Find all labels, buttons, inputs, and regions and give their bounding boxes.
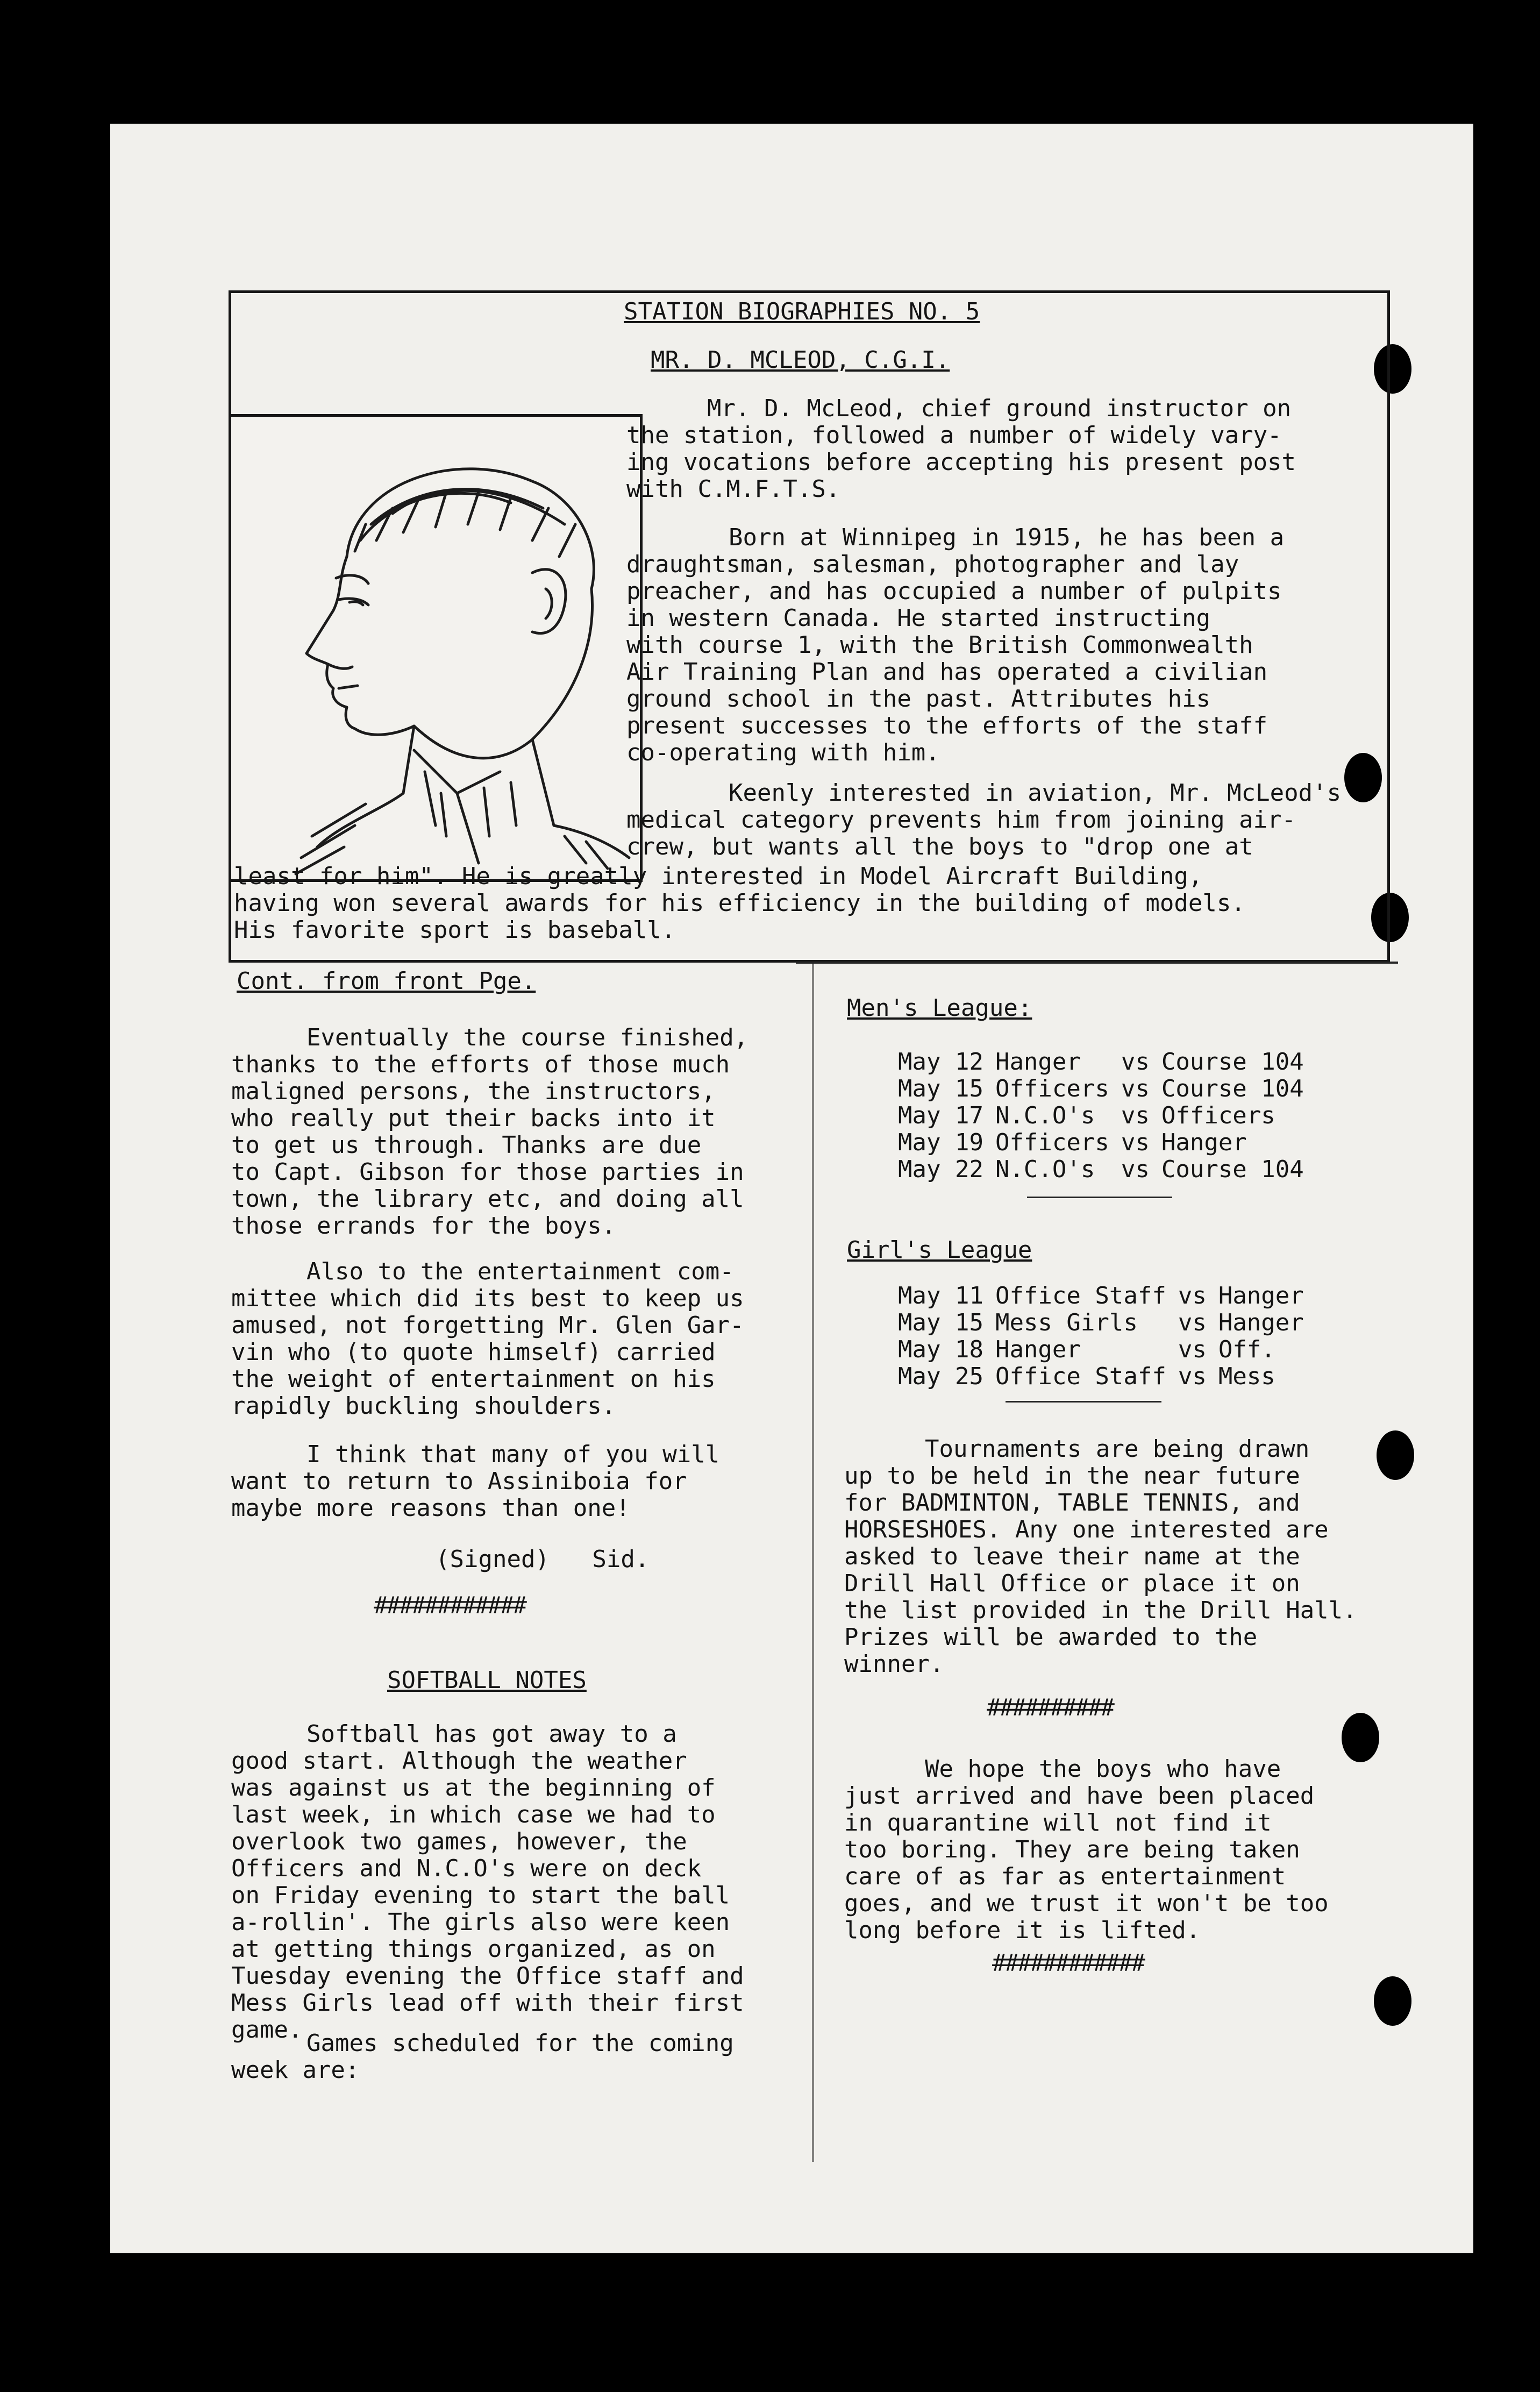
table-row: May 15 Officers vs Course 104 (898, 1075, 1304, 1102)
portrait-frame (229, 414, 643, 882)
table-row: May 17 N.C.O's vs Officers (898, 1102, 1275, 1129)
softball-heading: SOFTBALL NOTES (387, 1667, 587, 1694)
table-rule (1027, 1197, 1172, 1198)
table-row: May 15 Mess Girls vs Hanger (898, 1309, 1304, 1336)
softball-para: Softball has got away to a good start. Although the weather was against us at the beginning of last week, in which case we had to overlook two games, however, the Officers and N.C.O's were on deck on Friday evening to start the ball a-rollin'. The girls also were keen at getting things organized, as on Tuesday evening the Office staff and Mess Girls lead off with their first game. (231, 1720, 744, 2044)
biography-para-1: Mr. D. McLeod, chief ground instructor on the station, followed a number of widely vary- ing vocations before accepting his present post with C.M.F.T.S. (626, 395, 1296, 503)
portrait-sketch (231, 417, 640, 879)
signed-line: (Signed) Sid. (436, 1546, 650, 1573)
section-divider (796, 962, 1398, 964)
divider-hashes: ########## (987, 1694, 1113, 1721)
table-row: May 22 N.C.O's vs Course 104 (898, 1156, 1304, 1183)
table-row: May 18 Hanger vs Off. (898, 1336, 1275, 1363)
biography-para-3b: least for him". He is greatly interested in Model Aircraft Building, having won several awards for his efficiency in the building of models. His favorite sport is baseball. (234, 863, 1245, 944)
tournaments-para: Tournaments are being drawn up to be held in the near future for BADMINTON, TABLE TENNIS, and HORSESHOES. Any one interested are asked to leave their name at the Drill Hall Office or place it on the list provided in the Drill Hall. Prizes will be awarded to the winner. (844, 1435, 1357, 1678)
punch-hole (1377, 1430, 1414, 1480)
biography-subtitle: MR. D. MCLEOD, C.G.I. (651, 346, 950, 374)
table-row: May 19 Officers vs Hanger (898, 1129, 1247, 1156)
punch-hole (1374, 1976, 1411, 2026)
biography-para-3a: Keenly interested in aviation, Mr. McLeod's medical category prevents him from joining air- crew, but wants all the boys to "drop one at (626, 779, 1342, 860)
left-para-2: Also to the entertainment com- mittee which did its best to keep us amused, not forgetting Mr. Glen Gar- vin who (to quote himself) carried the weight of entertainment on his rapidly buckling shoulders. (231, 1258, 744, 1420)
table-row: May 25 Office Staff vs Mess (898, 1363, 1275, 1390)
biography-title: STATION BIOGRAPHIES NO. 5 (624, 298, 980, 325)
biography-para-2: Born at Winnipeg in 1915, he has been a draughtsman, salesman, photographer and lay preacher, and has occupied a number of pulpits in western Canada. He started instructing with course 1, with the British Commonwealth Air Training Plan and has operated a civilian ground school in the past. Attributes his present successes to the efforts of the staff co-operating with him. (626, 524, 1285, 766)
games-para: Games scheduled for the coming week are: (231, 2030, 734, 2084)
column-divider (812, 963, 814, 2162)
left-para-1: Eventually the course finished, thanks to the efforts of those much maligned persons, the instructors, who really put their backs into it to get us through. Thanks are due to Capt. Gibson for those parties in town, the library etc, and doing all those errands for the boys. (231, 1024, 748, 1240)
table-row: May 11 Office Staff vs Hanger (898, 1282, 1304, 1309)
table-rule (1006, 1401, 1161, 1403)
cont-heading: Cont. from front Pge. (237, 967, 536, 995)
mens-league-heading: Men's League: (847, 994, 1032, 1022)
quarantine-para: We hope the boys who have just arrived and have been placed in quarantine will not find it too boring. They are being taken care of as far as entertainment goes, and we trust it won't be too long before it is lifted. (844, 1755, 1329, 1944)
left-para-3: I think that many of you will want to return to Assiniboia for maybe more reasons than one! (231, 1441, 720, 1522)
divider-hashes: ############ (992, 1949, 1144, 1977)
divider-hashes: ############ (374, 1592, 525, 1619)
girls-league-table (898, 1283, 1316, 1390)
punch-hole (1342, 1713, 1379, 1762)
girls-league-heading: Girl's League (847, 1236, 1032, 1264)
table-row: May 12 Hanger vs Course 104 (898, 1048, 1304, 1076)
mens-league-table (898, 1049, 1316, 1183)
